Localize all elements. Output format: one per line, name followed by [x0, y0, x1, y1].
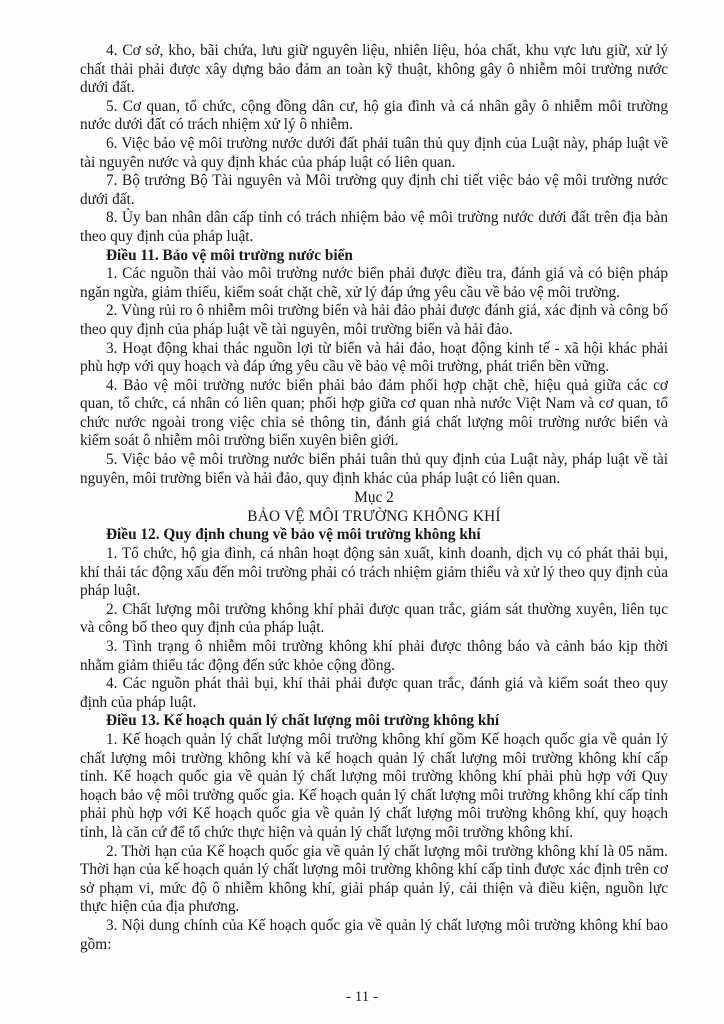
- section-label: Mục 2: [354, 489, 394, 507]
- paragraph: 2. Thời hạn của Kế hoạch quốc gia về quản lý chất lượng môi trường không khí là 05 năm. Thời hạn của kế hoạch quản lý chất lượng môi trường không khí cấp tỉnh được xác định trên cơ sở phạm vi, mức độ ô nhiễm không khí, giải pháp quản lý, cải thiện và điều kiện, nguồn lực thực hiện của địa phương.: [80, 842, 668, 916]
- paragraph: 1. Các nguồn thải vào môi trường nước biển phải được điều tra, đánh giá và có biện pháp ngăn ngừa, giảm thiểu, kiểm soát chặt chẽ, xử lý đáp ứng yêu cầu về bảo vệ môi trường.: [80, 265, 668, 301]
- paragraph: 8. Ủy ban nhân dân cấp tỉnh có trách nhiệm bảo vệ môi trường nước dưới đất trên địa bàn theo quy định của pháp luật.: [80, 209, 668, 245]
- paragraph: 2. Vùng rủi ro ô nhiễm môi trường biển và hải đảo phải được đánh giá, xác định và công bố theo quy định của pháp luật về tài nguyên, môi trường biển và hải đảo.: [80, 302, 668, 338]
- paragraph: 4. Các nguồn phát thải bụi, khí thải phải được quan trắc, đánh giá và kiểm soát theo quy định của pháp luật.: [80, 675, 668, 711]
- paragraph: 1. Kế hoạch quản lý chất lượng môi trường không khí gồm Kế hoạch quốc gia về quản lý chất lượng môi trường không khí và kế hoạch quản lý chất lượng môi trường không khí cấp tỉnh. Kế hoạch quốc gia về quản lý chất lượng môi trường không khí phải phù hợp với Quy hoạch bảo vệ môi trường quốc gia. Kế hoạch quản lý chất lượng môi trường không khí cấp tỉnh phải phù hợp với Kế hoạch quốc gia về quản lý chất lượng môi trường không khí, quy hoạch tỉnh, là căn cứ để tổ chức thực hiện và quản lý chất lượng môi trường không khí.: [80, 730, 668, 841]
- section-title: BẢO VỆ MÔI TRƯỜNG KHÔNG KHÍ: [247, 507, 501, 525]
- paragraph: 5. Cơ quan, tổ chức, cộng đồng dân cư, hộ gia đình và cá nhân gây ô nhiễm môi trường nước dưới đất có trách nhiệm xử lý ô nhiễm.: [80, 97, 668, 134]
- paragraph: 6. Việc bảo vệ môi trường nước dưới đất phải tuân thủ quy định của Luật này, pháp luật về tài nguyên nước và quy định khác của pháp luật có liên quan.: [80, 134, 668, 171]
- article-heading: Điều 12. Quy định chung về bảo vệ môi trường không khí: [106, 526, 481, 544]
- paragraph: 5. Việc bảo vệ môi trường nước biển phải tuân thủ quy định của Luật này, pháp luật về tài nguyên, môi trường biển và hải đảo, quy định khác của pháp luật có liên quan.: [80, 451, 668, 487]
- article-heading: Điều 11. Bảo vệ môi trường nước biển: [106, 246, 353, 264]
- paragraph: 4. Cơ sở, kho, bãi chứa, lưu giữ nguyên liệu, nhiên liệu, hóa chất, khu vực lưu giữ, xử lý chất thải phải được xây dựng bảo đảm an toàn kỹ thuật, không gây ô nhiễm môi trường nước dưới đất.: [80, 42, 668, 97]
- paragraph: 3. Hoạt động khai thác nguồn lợi từ biển và hải đảo, hoạt động kinh tế - xã hội khác phải phù hợp với quy hoạch và đáp ứng yêu cầu về bảo vệ môi trường, phát triển bền vững.: [80, 339, 668, 376]
- article-heading: Điều 13. Kế hoạch quản lý chất lượng môi trường không khí: [106, 712, 500, 730]
- paragraph: 2. Chất lượng môi trường không khí phải được quan trắc, giám sát thường xuyên, liên tục và công bố theo quy định của pháp luật.: [80, 600, 668, 637]
- paragraph: 1. Tổ chức, hộ gia đình, cá nhân hoạt động sản xuất, kinh doanh, dịch vụ có phát thải bụi, khí thải tác động xấu đến môi trường phải có trách nhiệm giảm thiểu và xử lý theo quy định của pháp luật.: [80, 545, 668, 600]
- paragraph: 3. Tình trạng ô nhiễm môi trường không khí phải được thông báo và cảnh báo kịp thời nhằm giảm thiểu tác động đến sức khỏe cộng đồng.: [80, 638, 668, 674]
- paragraph: 7. Bộ trưởng Bộ Tài nguyên và Môi trường quy định chi tiết việc bảo vệ môi trường nước dưới đất.: [80, 172, 668, 208]
- paragraph: 4. Bảo vệ môi trường nước biển phải bảo đảm phối hợp chặt chẽ, hiệu quả giữa các cơ quan, tổ chức, cá nhân có liên quan; phối hợp giữa cơ quan nhà nước Việt Nam và cơ quan, tổ chức nước ngoài trong việc chia sẻ thông tin, đánh giá chất lượng môi trường nước biển và kiểm soát ô nhiễm môi trường biển xuyên biên giới.: [80, 376, 668, 450]
- paragraph: 3. Nội dung chính của Kế hoạch quốc gia về quản lý chất lượng môi trường không khí bao gồm:: [80, 916, 668, 953]
- page-body: [80, 42, 668, 954]
- page-number: - 11 -: [346, 989, 378, 1005]
